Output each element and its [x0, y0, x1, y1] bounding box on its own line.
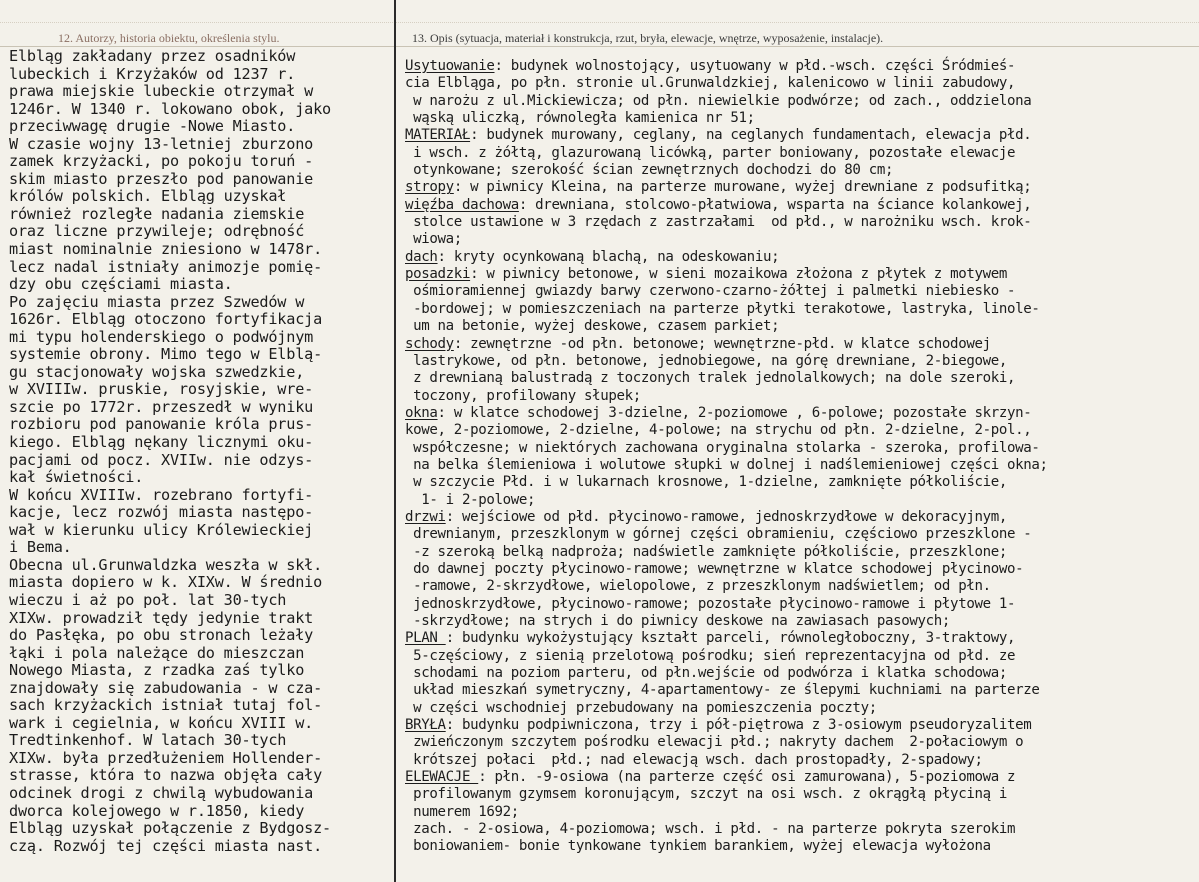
- description-line: [405, 804, 1195, 821]
- description-text: wąską uliczką, równoległa kamienica nr 51;: [405, 110, 755, 127]
- section-13-heading: 13. Opis (sytuacja, materiał i konstrukcja, rzut, bryła, elewacje, wnętrze, wyposażenie, instalacje).: [412, 31, 884, 45]
- description-line: [405, 75, 1195, 92]
- history-line: miast nominalnie zniesiono w 1478r.: [9, 240, 323, 259]
- history-line: Tredtinkenhof. W latach 30-tych: [9, 731, 287, 750]
- description-text: współczesne; w niektórych zachowana oryginalna stolarka - szeroka, profilowa-: [405, 439, 1040, 456]
- description-text: toczony, profilowany słupek;: [405, 387, 641, 404]
- history-line: W końcu XVIIIw. rozebrano fortyfi-: [9, 485, 314, 504]
- description-text: : kryty ocynkowaną blachą, na odeskowaniu;: [437, 248, 780, 265]
- history-line: 1626r. Elbląg otoczono fortyfikacja: [9, 310, 323, 329]
- description-line: [405, 405, 1195, 422]
- description-text: -ramowe, 2-skrzydłowe, wielopolowe, z przeszklonym nadświetlem; od płn.: [405, 578, 991, 595]
- history-line: lecz nadal istniały animozje pomię-: [9, 257, 323, 276]
- description-text: -z szeroką belką nadproża; nadświetle zamknięte półkoliście, przeszklone;: [405, 543, 1008, 560]
- description-line: [405, 717, 1195, 734]
- history-line: gu stacjonowały wojska szwedzkie,: [9, 362, 305, 381]
- description-line: [405, 353, 1195, 370]
- description-line: [405, 231, 1195, 248]
- description-line: [405, 838, 1195, 855]
- description-text: 1- i 2-polowe;: [405, 491, 536, 508]
- description-line: [405, 179, 1195, 196]
- history-line: do Pasłęka, po obu stronach leżały: [9, 626, 314, 645]
- history-line: czą. Rozwój tej części miasta nast.: [9, 836, 323, 855]
- description-text: w szczycie Płd. i w lukarnach krosnowe, 1-dzielne, zamknięte półkoliście,: [405, 474, 1008, 491]
- description-text: : zewnętrzne -od płn. betonowe; wewnętrzne-płd. w klatce schodowej: [453, 335, 991, 352]
- description-text: : wejściowe od płd. płycinowo-ramowe, jednoskrzydłowe w dekoracyjnym,: [445, 508, 1008, 525]
- section-keyword: dach: [405, 248, 438, 265]
- description-text: schodami na poziom parteru, od płn.wejście od podwórza i klatka schodowa;: [405, 665, 1008, 682]
- description-line: [405, 752, 1195, 769]
- section-keyword: PLAN: [405, 630, 446, 647]
- description-text: cia Elbląga, po płn. stronie ul.Grunwaldzkiej, kalenicowo w linii zabudowy,: [405, 75, 1016, 92]
- history-line: skim miasto przeszło pod panowanie: [9, 169, 314, 188]
- section-keyword: schody: [405, 335, 454, 352]
- description-text: zwieńczonym szczytem pośrodku elewacji płd.; nakryty dachem 2-połaciowym o: [405, 734, 1024, 751]
- description-text: drewnianym, przeszklonym w górnej części obramieniu, częściowo przeszklone -: [405, 526, 1032, 543]
- section-keyword: więźba dachowa: [405, 196, 519, 213]
- description-line: [405, 509, 1195, 526]
- description-text: krótszej połaci płd.; nad elewacją wsch. dach prostopadły, 2-spadowy;: [405, 751, 983, 768]
- description-line: [405, 301, 1195, 318]
- description-line: [405, 682, 1195, 699]
- description-line: [405, 665, 1195, 682]
- description-text: : budynku wykożystujący kształt parceli, równoległoboczny, 3-traktowy,: [445, 630, 1016, 647]
- description-text: : budynek murowany, ceglany, na ceglanych fundamentach, elewacja płd.: [470, 127, 1032, 144]
- description-line: [405, 422, 1195, 439]
- history-line: kacje, lecz rozwój miasta następo-: [9, 503, 314, 522]
- history-line: łąki i pola należące do mieszczan: [9, 643, 305, 662]
- history-line: przeciwwagę drugie -Nowe Miasto.: [9, 117, 296, 136]
- history-line: znajdowały się zabudowania - w cza-: [9, 678, 323, 697]
- history-line: systemie obrony. Mimo tego w Elblą-: [9, 345, 323, 364]
- history-line: wał w kierunku ulicy Królewieckiej: [9, 520, 314, 539]
- description-text: jednoskrzydłowe, płycinowo-ramowe; pozostałe płycinowo-ramowe i płytowe 1-: [405, 595, 1016, 612]
- section-keyword: stropy: [405, 179, 454, 196]
- description-line: [405, 526, 1195, 543]
- history-line: pacjami od pocz. XVIIw. nie odzys-: [9, 450, 314, 469]
- description-line: [405, 197, 1195, 214]
- history-line: Elbląg zakładany przez osadników: [9, 47, 296, 65]
- history-line: dworca kolejowego w r.1850, kiedy: [9, 801, 305, 820]
- description-line: [405, 58, 1195, 75]
- history-line: rozbioru pod panowanie króla prus-: [9, 415, 314, 434]
- description-text: : w piwnicy betonowe, w sieni mozaikowa złożona z płytek z motywem: [470, 266, 1008, 283]
- history-line: królów polskich. Elbląg uzyskał: [9, 187, 287, 206]
- history-line: oraz liczne przywileje; odrębność: [9, 222, 305, 241]
- history-line: Obecna ul.Grunwaldzka weszła w skł.: [9, 555, 323, 574]
- history-line: w XVIIIw. pruskie, rosyjskie, wre-: [9, 380, 314, 399]
- description-text: profilowanym gzymsem koronującym, szczyt na osi wsch. z okrągłą płyciną i: [405, 786, 1008, 803]
- description-line: [405, 266, 1195, 283]
- description-text: : w piwnicy Kleina, na parterze murowane, wyżej drewniane z podsufitką;: [453, 179, 1032, 196]
- history-line: mi typu holenderskiego o podwójnym: [9, 327, 314, 346]
- description-text: : w klatce schodowej 3-dzielne, 2-poziomowe , 6-polowe; pozostałe skrzyn-: [437, 404, 1032, 421]
- section-keyword: MATERIAŁ: [405, 127, 471, 144]
- description-text: : budynku podpiwniczona, trzy i pół-piętrowa z 3-osiowym pseudoryzalitem: [445, 717, 1032, 734]
- description-text: boniowaniem- bonie tynkowane tynkiem barankiem, wyżej elewacja wyłożona: [405, 838, 991, 855]
- history-line: wieczu i aż po poł. lat 30-tych: [9, 590, 287, 609]
- history-line: dzy obu częściami miasta.: [9, 275, 233, 294]
- description-line: [405, 474, 1195, 491]
- description-text: : drewniana, stolcowo-płatwiowa, wsparta na ściance kolankowej,: [518, 196, 1032, 213]
- description-line: [405, 769, 1195, 786]
- description-text: 5-częściowy, z sienią przelotową pośrodku; sień reprezentacyjna od płd. ze: [405, 647, 1016, 664]
- description-line: [405, 700, 1195, 717]
- history-line: sach krzyżackich istniał tutaj fol-: [9, 696, 323, 715]
- description-text: -skrzydłowe; na strych i do piwnicy deskowe na zawiasach pasowych;: [405, 613, 951, 629]
- description-text: do dawnej poczty płycinowo-ramowe; wewnętrzne w klatce schodowej płycinowo-: [405, 560, 1024, 577]
- description-text: ośmioramiennej gwiazdy barwy czerwono-czarno-żółtej i palmetki niebiesko -: [405, 283, 1016, 300]
- history-line: kiego. Elbląg nękany licznymi oku-: [9, 433, 314, 452]
- description-text: i wsch. z żółtą, glazurowaną licówką, parter boniowany, pozostałe elewacje: [405, 144, 1016, 161]
- history-line: strasse, która to nazwa objęła cały: [9, 766, 323, 785]
- description-line: [405, 110, 1195, 127]
- description-line: [405, 578, 1195, 595]
- description-line: [405, 318, 1195, 335]
- description-text: w części wschodniej przebudowany na pomieszczenia poczty;: [405, 699, 877, 716]
- history-line: i Bema.: [9, 538, 72, 557]
- section-keyword: okna: [405, 404, 438, 421]
- description-line: [405, 561, 1195, 578]
- description-text: otynkowane; szerokość ścian zewnętrznych dochodzi do 80 cm;: [405, 162, 894, 179]
- description-text: zach. - 2-osiowa, 4-poziomowa; wsch. i płd. - na parterze pokryta szerokim: [405, 821, 1016, 838]
- history-line: XIXw. była przedłużeniem Hollender-: [9, 748, 323, 767]
- description-text: układ mieszkań symetryczny, 4-apartamentowy- ze ślepymi kuchniami na parterze: [405, 682, 1040, 699]
- history-line: 1246r. W 1340 r. lokowano obok, jako: [9, 99, 331, 118]
- description-text: wiowa;: [405, 231, 462, 248]
- description-text: z drewnianą balustradą z toczonych tralek jednolalkowych; na dole szeroki,: [405, 370, 1016, 387]
- description-text: lastrykowe, od płn. betonowe, jednobiegowe, na górę drewniane, 2-biegowe,: [405, 352, 1008, 369]
- history-line: również rozległe nadania ziemskie: [9, 204, 305, 223]
- history-line: wark i cegielnia, w końcu XVIII w.: [9, 713, 314, 732]
- history-line: prawa miejskie lubeckie otrzymał w: [9, 82, 314, 101]
- description-line: [405, 821, 1195, 838]
- description-text-column: [405, 58, 1195, 856]
- description-line: [405, 786, 1195, 803]
- section-keyword: BRYŁA: [405, 717, 446, 734]
- description-text: : budynek wolnostojący, usytuowany w płd.-wsch. części Śródmieś-: [494, 58, 1016, 74]
- description-text: numerem 1692;: [405, 803, 519, 820]
- history-line: miasta dopiero w k. XIXw. W średnio: [9, 573, 323, 592]
- description-line: [405, 145, 1195, 162]
- history-line: Po zajęciu miasta przez Szwedów w: [9, 292, 305, 311]
- description-text: w narożu z ul.Mickiewicza; od płn. niewielkie podwórze; od zach., oddzielona: [405, 92, 1032, 109]
- history-line: zamek krzyżacki, po pokoju toruń -: [9, 152, 314, 171]
- description-text: kowe, 2-poziomowe, 2-dzielne, 4-polowe; na strychu od płn. 2-dzielne, 2-pol.,: [405, 422, 1032, 439]
- description-line: [405, 734, 1195, 751]
- description-line: [405, 613, 1195, 630]
- section-keyword: ELEWACJE: [405, 769, 479, 786]
- description-line: [405, 648, 1195, 665]
- description-line: [405, 283, 1195, 300]
- history-line: Nowego Miasta, z rzadka zaś tylko: [9, 661, 305, 680]
- description-line: [405, 249, 1195, 266]
- history-line: Elbląg uzyskał połączenie z Bydgosz-: [9, 819, 331, 838]
- history-text-column: [9, 48, 391, 855]
- history-line: XIXw. prowadził tędy jedynie trakt: [9, 608, 314, 627]
- column-divider: [394, 0, 396, 882]
- description-text: na belka ślemieniowa i wolutowe słupki w dolnej i nadślemieniowej części okna;: [405, 456, 1048, 473]
- history-line: szcie po 1772r. przeszedł w wyniku: [9, 397, 314, 416]
- description-line: [405, 492, 1195, 509]
- section-keyword: Usytuowanie: [405, 58, 495, 74]
- description-line: [405, 440, 1195, 457]
- description-text: : płn. -9-osiowa (na parterze część osi zamurowana), 5-poziomowa z: [478, 769, 1016, 786]
- description-line: [405, 127, 1195, 144]
- description-line: [405, 457, 1195, 474]
- description-line: [405, 336, 1195, 353]
- description-text: stolce ustawione w 3 rzędach z zastrzałami od płd., w narożniku wsch. krok-: [405, 214, 1032, 231]
- description-line: [405, 630, 1195, 647]
- section-keyword: drzwi: [405, 508, 446, 525]
- history-line: odcinek drogi z chwilą wybudowania: [9, 783, 314, 802]
- description-line: [405, 544, 1195, 561]
- section-keyword: posadzki: [405, 266, 471, 283]
- description-line: [405, 162, 1195, 179]
- description-line: [405, 214, 1195, 231]
- description-text: -bordowej; w pomieszczeniach na parterze płytki terakotowe, lastryka, linole-: [405, 300, 1040, 317]
- description-line: [405, 370, 1195, 387]
- history-line: W czasie wojny 13-letniej zburzono: [9, 134, 314, 153]
- description-line: [405, 596, 1195, 613]
- section-12-heading: 12. Autorzy, historia obiektu, określenia stylu.: [58, 31, 280, 45]
- description-line: [405, 388, 1195, 405]
- header-row: [0, 0, 1199, 47]
- description-line: [405, 93, 1195, 110]
- description-text: um na betonie, wyżej deskowe, czasem parkiet;: [405, 318, 780, 335]
- history-line: kał świetności.: [9, 468, 144, 487]
- history-line: lubeckich i Krzyżaków od 1237 r.: [9, 64, 296, 83]
